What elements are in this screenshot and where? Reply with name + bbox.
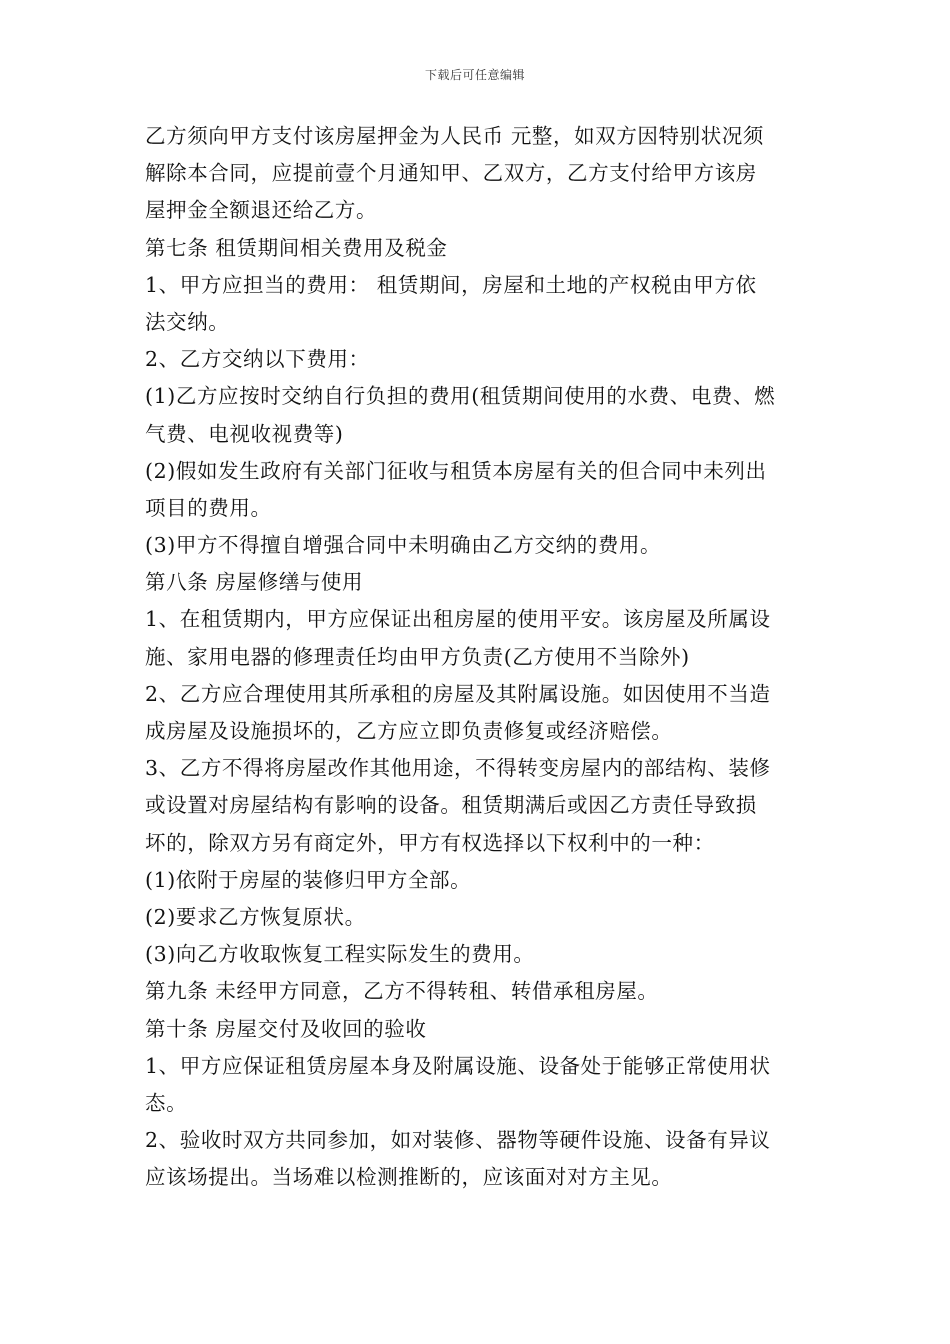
text-line: (1)依附于房屋的装修归甲方全部。 — [145, 867, 472, 892]
text-line: 1、甲方应保证租赁房屋本身及附属设施、设备处于能够正常使用状 — [145, 1053, 771, 1078]
text-line: 3、乙方不得将房屋改作其他用途，不得转变房屋内的部结构、装修 — [145, 756, 771, 781]
page-header: 下载后可任意编辑 — [424, 68, 525, 82]
text-line: 1、甲方应担当的费用： 租赁期间，房屋和土地的产权税由甲方依 — [145, 272, 757, 297]
text-line: (3)甲方不得擅自增强合同中未明确由乙方交纳的费用。 — [145, 533, 662, 558]
text-line: 坏的，除双方另有商定外，甲方有权选择以下权利中的一种： — [145, 830, 715, 855]
text-line: 应该场提出。当场难以检测推断的，应该面对对方主见。 — [145, 1165, 673, 1190]
text-line: 气费、电视收视费等) — [145, 421, 344, 446]
section-heading: 第十条 房屋交付及收回的验收 — [145, 1016, 427, 1041]
section-heading: 第九条 未经甲方同意，乙方不得转租、转借承租房屋。 — [145, 979, 659, 1004]
text-line: (2)要求乙方恢复原状。 — [145, 904, 366, 929]
text-line: 法交纳。 — [145, 309, 230, 334]
text-line: 态。 — [145, 1090, 188, 1115]
section-heading: 第八条 房屋修缮与使用 — [145, 570, 364, 595]
text-line: 乙方须向甲方支付该房屋押金为人民币 元整，如双方因特别状况须 — [145, 124, 765, 148]
section-heading: 第七条 租赁期间相关费用及税金 — [145, 235, 448, 260]
text-line: (1)乙方应按时交纳自行负担的费用(租赁期间使用的水费、电费、燃 — [145, 384, 776, 409]
text-line: (2)假如发生政府有关部门征收与租赁本房屋有关的但合同中未列出 — [145, 458, 767, 483]
text-line: 屋押金全额退还给乙方。 — [145, 198, 378, 223]
text-line: 2、乙方交纳以下费用： — [145, 347, 370, 372]
text-line: 解除本合同，应提前壹个月通知甲、乙双方，乙方支付给甲方该房 — [145, 161, 757, 186]
text-line: 施、家用电器的修理责任均由甲方负责(乙方使用不当除外) — [145, 644, 690, 669]
text-line: 成房屋及设施损坏的，乙方应立即负责修复或经济赔偿。 — [145, 719, 673, 743]
text-line: 2、乙方应合理使用其所承租的房屋及其附属设施。如因使用不当造 — [145, 681, 771, 706]
text-line: 或设置对房屋结构有影响的设备。租赁期满后或因乙方责任导致损 — [145, 793, 757, 818]
text-line: 2、验收时双方共同参加，如对装修、器物等硬件设施、设备有异议 — [145, 1128, 771, 1153]
text-line: 1、在租赁期内，甲方应保证出租房屋的使用平安。该房屋及所属设 — [145, 607, 771, 632]
text-line: 项目的费用。 — [145, 495, 272, 520]
document-body — [145, 118, 810, 1196]
text-line: (3)向乙方收取恢复工程实际发生的费用。 — [145, 942, 535, 967]
